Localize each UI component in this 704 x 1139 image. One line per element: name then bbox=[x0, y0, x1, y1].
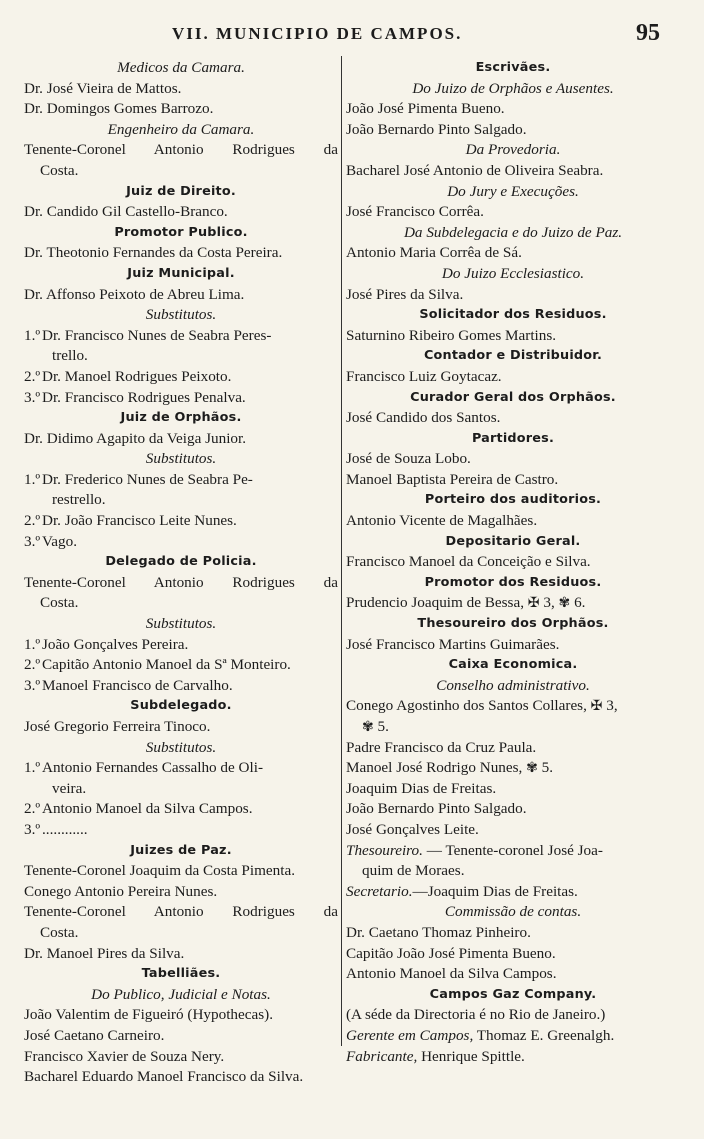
section-heading: Partidores. bbox=[471, 430, 555, 446]
list-item: (A séde da Directoria é no Rio de Janeiro.) bbox=[346, 1006, 606, 1024]
section-subheading: Do Jury e Execuções. bbox=[447, 182, 579, 200]
list-item: Dr. João Francisco Leite Nunes. bbox=[42, 512, 237, 530]
list-item: Tenente-Coronel Antonio Rodrigues da bbox=[24, 573, 338, 591]
ordinal: 1.º bbox=[24, 326, 41, 344]
rose-decoration-icon: ✾ bbox=[362, 719, 374, 735]
list-item: Manoel José Rodrigo Nunes, bbox=[346, 759, 523, 777]
cross-decoration-icon: ✠ bbox=[527, 595, 540, 612]
section-subheading: Substitutos. bbox=[145, 738, 217, 756]
decoration-count: 5. bbox=[377, 718, 389, 735]
list-item: Tenente-Coronel Antonio Rodrigues da bbox=[24, 141, 338, 159]
section-heading: Juizes de Paz. bbox=[130, 842, 232, 858]
ordinal: 2.º bbox=[24, 800, 41, 818]
list-item: João Gonçalves Pereira. bbox=[42, 635, 189, 653]
section-subheading: Da Subdelegacia e do Juizo de Paz. bbox=[403, 223, 623, 241]
list-item-continuation: Costa. bbox=[40, 594, 79, 612]
ordinal: 2.º bbox=[24, 367, 41, 385]
page-title: VII. MUNICIPIO DE CAMPOS. bbox=[172, 24, 463, 43]
section-heading: Juiz de Orphãos. bbox=[120, 410, 242, 426]
list-item: — Tenente-coronel José Joa- bbox=[426, 841, 603, 859]
list-item: Manoel Francisco de Carvalho. bbox=[42, 676, 233, 694]
ordinal: 3.º bbox=[24, 532, 41, 550]
list-item-continuation: Costa. bbox=[40, 161, 79, 179]
list-item: João Bernardo Pinto Salgado. bbox=[346, 120, 527, 138]
list-item: Manoel Baptista Pereira de Castro. bbox=[346, 470, 559, 488]
list-item: João Bernardo Pinto Salgado. bbox=[346, 800, 527, 818]
list-item: José Candido dos Santos. bbox=[346, 409, 501, 427]
list-item: José Gregorio Ferreira Tinoco. bbox=[24, 718, 211, 735]
role-label: Secretario. bbox=[346, 882, 413, 900]
section-heading: Thesoureiro dos Orphãos. bbox=[417, 616, 609, 632]
list-item: Dr. Theotonio Fernandes da Costa Pereira. bbox=[24, 244, 283, 262]
list-item: Francisco Luiz Goytacaz. bbox=[346, 367, 502, 385]
list-item: Bacharel Eduardo Manoel Francisco da Silva. bbox=[24, 1068, 304, 1086]
list-item: Dr. Caetano Thomaz Pinheiro. bbox=[346, 923, 531, 941]
page-header bbox=[0, 18, 704, 54]
ordinal: 2.º bbox=[24, 512, 41, 530]
list-item: Antonio Vicente de Magalhães. bbox=[346, 512, 538, 530]
section-heading: Solicitador dos Residuos. bbox=[419, 307, 607, 323]
list-item: Antonio Maria Corrêa de Sá. bbox=[346, 244, 522, 262]
section-heading: Depositario Geral. bbox=[445, 533, 581, 549]
list-item: José Francisco Martins Guimarães. bbox=[346, 635, 560, 653]
list-item: Padre Francisco da Cruz Paula. bbox=[346, 738, 537, 756]
role-label: Thesoureiro. bbox=[346, 841, 423, 859]
list-item-continuation: quim de Moraes. bbox=[362, 862, 465, 880]
list-item: Dr. Frederico Nunes de Seabra Pe- bbox=[42, 470, 253, 488]
list-item: Vago. bbox=[42, 532, 78, 550]
section-heading: Promotor Publico. bbox=[114, 224, 248, 240]
left-column bbox=[24, 58, 338, 1088]
list-item: Conego Agostinho dos Santos Collares, bbox=[346, 697, 587, 715]
section-subheading: Substitutos. bbox=[145, 306, 217, 324]
column-divider bbox=[341, 56, 342, 1046]
section-subheading: Conselho administrativo. bbox=[436, 676, 590, 694]
section-heading: Promotor dos Residuos. bbox=[424, 574, 602, 590]
list-item: Antonio Manoel da Silva Campos. bbox=[42, 800, 253, 818]
section-heading: Escrivães. bbox=[475, 60, 551, 75]
list-item: Dr. Didimo Agapito da Veiga Junior. bbox=[24, 429, 247, 447]
list-item: José Gonçalves Leite. bbox=[346, 820, 479, 838]
section-heading: Juiz de Direito. bbox=[126, 183, 236, 199]
ordinal: 2.º bbox=[24, 656, 41, 674]
list-item: Dr. Manoel Pires da Silva. bbox=[24, 944, 185, 962]
list-item-continuation: Costa. bbox=[40, 923, 79, 941]
decoration-count: 3, bbox=[543, 594, 555, 612]
list-item: Dr. Manoel Rodrigues Peixoto. bbox=[42, 367, 232, 385]
list-item: José Caetano Carneiro. bbox=[24, 1026, 165, 1044]
decoration-count: 5. bbox=[541, 759, 554, 777]
section-subheading: Da Provedoria. bbox=[465, 141, 561, 159]
list-item: João Valentim de Figueiró (Hypothecas). bbox=[24, 1006, 273, 1024]
list-item: João José Pimenta Bueno. bbox=[346, 100, 505, 118]
section-heading: Juiz Municipal. bbox=[127, 265, 235, 281]
ordinal: 1.º bbox=[24, 759, 41, 777]
rose-decoration-icon: ✾ bbox=[558, 595, 571, 612]
list-item: José de Souza Lobo. bbox=[346, 450, 471, 468]
list-item: Henrique Spittle. bbox=[421, 1047, 525, 1065]
list-item: ............ bbox=[42, 820, 88, 838]
list-item: Capitão João José Pimenta Bueno. bbox=[346, 944, 556, 962]
list-item: Joaquim Dias de Freitas. bbox=[346, 779, 497, 797]
list-item: Saturnino Ribeiro Gomes Martins. bbox=[346, 326, 557, 344]
list-item: Dr. Domingos Gomes Barrozo. bbox=[24, 100, 214, 118]
list-item-continuation: restrello. bbox=[52, 491, 106, 509]
section-heading: Tabelliães. bbox=[141, 966, 221, 982]
section-subheading: Do Juizo Ecclesiastico. bbox=[441, 264, 585, 282]
role-label: Fabricante, bbox=[346, 1047, 418, 1065]
section-heading: Curador Geral dos Orphãos. bbox=[410, 389, 616, 405]
ordinal: 3.º bbox=[24, 388, 41, 406]
ordinal: 1.º bbox=[24, 635, 41, 653]
list-item-continuation: trello. bbox=[52, 347, 88, 365]
ordinal: 1.º bbox=[24, 470, 41, 488]
section-heading: Contador e Distribuidor. bbox=[423, 348, 603, 364]
section-heading: Delegado de Policia. bbox=[105, 554, 257, 570]
section-subheading: Do Juizo de Orphãos e Ausentes. bbox=[412, 79, 614, 97]
section-subheading: Substitutos. bbox=[145, 450, 217, 468]
right-column bbox=[346, 58, 680, 1067]
list-item: Conego Antonio Pereira Nunes. bbox=[24, 882, 218, 900]
page-number: 95 bbox=[636, 20, 660, 46]
section-subheading: Commissão de contas. bbox=[444, 903, 582, 921]
section-heading: Porteiro dos auditorios. bbox=[424, 492, 602, 508]
list-item: Capitão Antonio Manoel da Sª Monteiro. bbox=[42, 656, 291, 674]
decoration-count: 3, bbox=[606, 697, 618, 715]
role-label: Gerente em Campos, bbox=[346, 1026, 474, 1044]
list-item: Dr. Francisco Rodrigues Penalva. bbox=[42, 388, 246, 406]
list-item: Prudencio Joaquim de Bessa, bbox=[346, 594, 525, 612]
list-item: Bacharel José Antonio de Oliveira Seabra. bbox=[346, 161, 604, 179]
list-item: Dr. Candido Gil Castello-Branco. bbox=[24, 203, 228, 221]
list-item: Francisco Xavier de Souza Nery. bbox=[24, 1047, 225, 1065]
list-item: José Pires da Silva. bbox=[346, 285, 464, 303]
list-item: Dr. Affonso Peixoto de Abreu Lima. bbox=[24, 285, 245, 303]
list-item: Francisco Manoel da Conceição e Silva. bbox=[346, 553, 591, 571]
section-heading: Campos Gaz Company. bbox=[429, 986, 597, 1002]
list-item: Tenente-Coronel Antonio Rodrigues da bbox=[24, 903, 338, 921]
list-item: Antonio Manoel da Silva Campos. bbox=[346, 965, 557, 983]
list-item: Tenente-Coronel Joaquim da Costa Pimenta. bbox=[24, 862, 295, 880]
section-subheading: Substitutos. bbox=[145, 615, 217, 633]
section-heading: Medicos da Camara. bbox=[117, 59, 245, 76]
ordinal: 3.º bbox=[24, 676, 41, 694]
section-heading: Subdelegado. bbox=[130, 698, 232, 714]
section-subheading: Do Publico, Judicial e Notas. bbox=[91, 985, 271, 1003]
cross-decoration-icon: ✠ bbox=[590, 698, 603, 715]
ordinal: 3.º bbox=[24, 820, 41, 838]
list-item: Dr. Francisco Nunes de Seabra Peres- bbox=[42, 326, 272, 344]
list-item: José Francisco Corrêa. bbox=[346, 203, 484, 221]
list-item: Dr. José Vieira de Mattos. bbox=[24, 79, 182, 97]
list-item: Thomaz E. Greenalgh. bbox=[476, 1026, 615, 1044]
rose-decoration-icon: ✾ bbox=[526, 760, 538, 777]
list-item: —Joaquim Dias de Freitas. bbox=[412, 882, 578, 900]
list-item: Antonio Fernandes Cassalho de Oli- bbox=[42, 759, 264, 777]
section-heading: Caixa Economica. bbox=[448, 657, 578, 673]
decoration-count: 6. bbox=[574, 594, 586, 612]
section-heading: Engenheiro da Camara. bbox=[107, 120, 255, 138]
list-item-continuation: veira. bbox=[52, 779, 87, 797]
